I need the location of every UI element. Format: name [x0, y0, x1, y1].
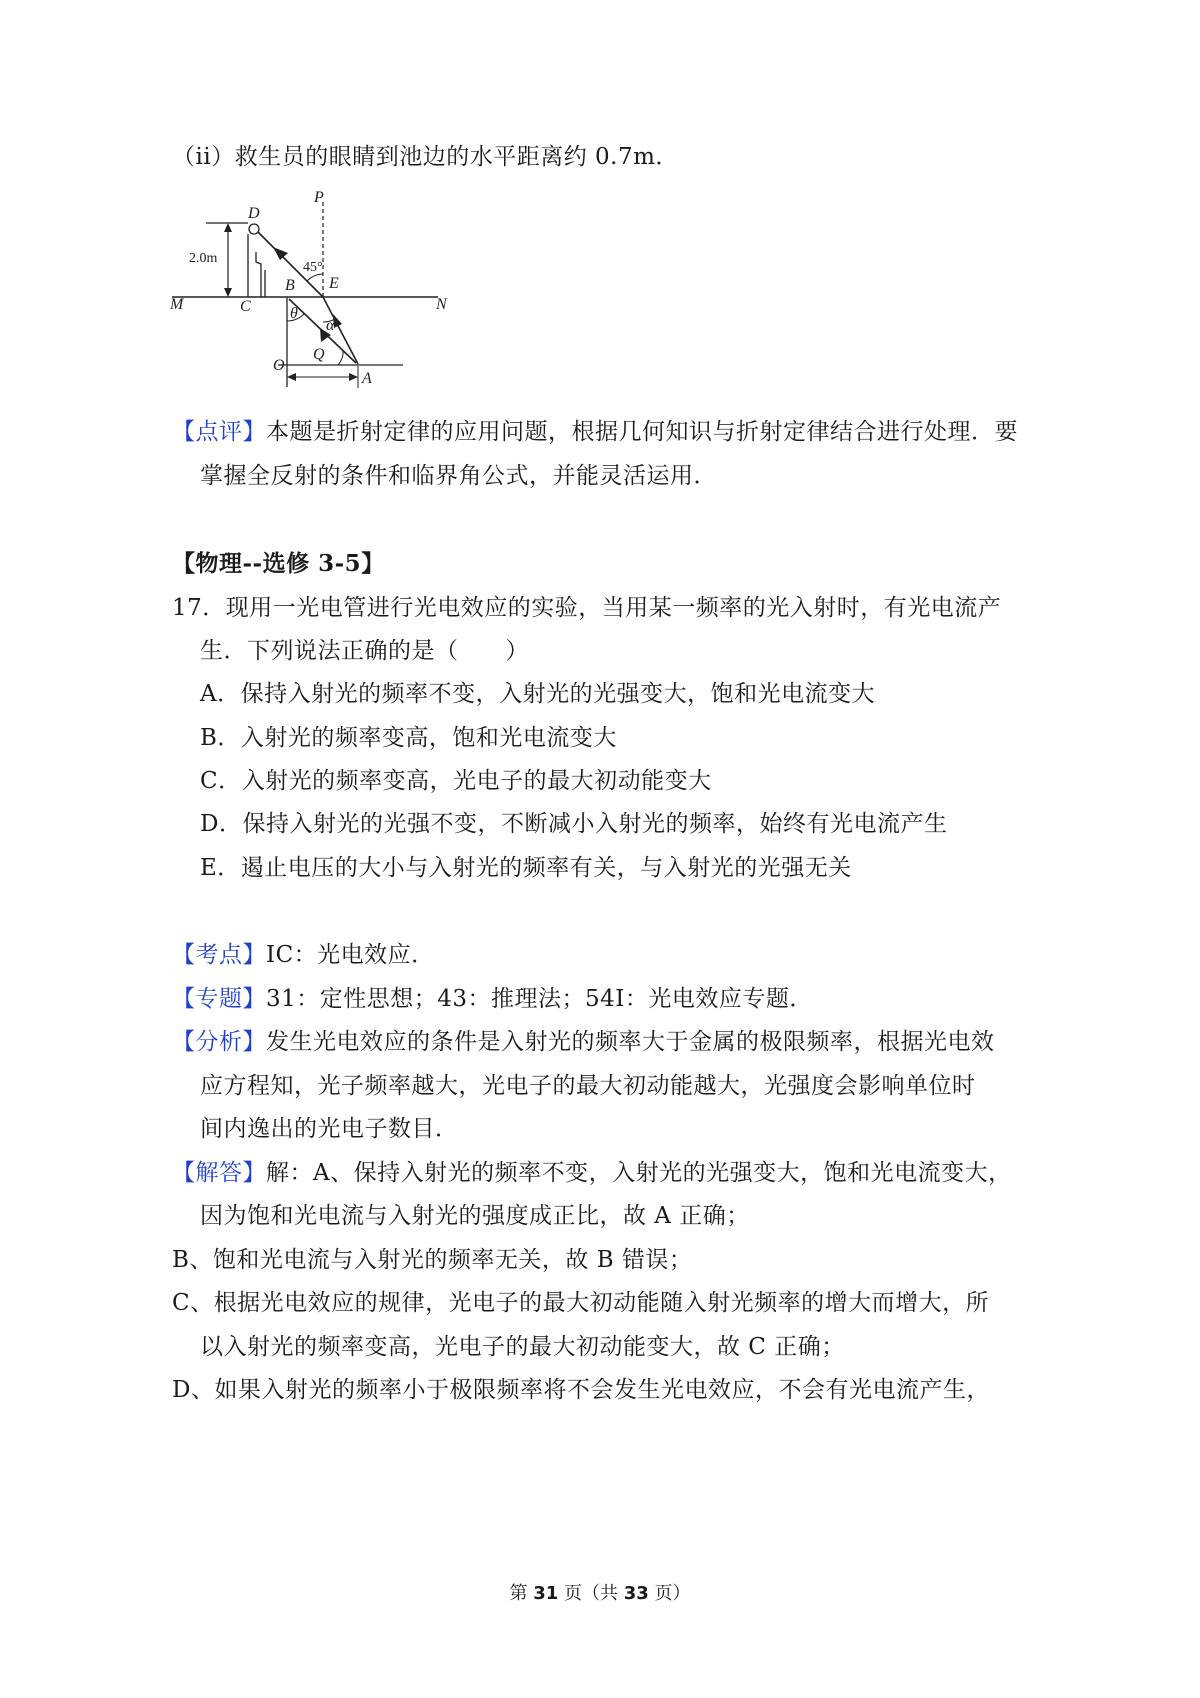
- dim-oa-right: [349, 373, 358, 381]
- label-alpha: α: [326, 317, 335, 334]
- jieda-line-4: C、根据光电效应的规律，光电子的最大初动能随入射光频率的增大而增大，所: [172, 1290, 990, 1316]
- label-height: 2.0m: [189, 251, 218, 266]
- height-arrow-bottom: [224, 288, 232, 297]
- label-angle-45: 45°: [303, 260, 323, 275]
- question-line-2: 生．下列说法正确的是（ ）: [200, 638, 529, 664]
- zhuanti-text: 31：定性思想；43：推理法；54I：光电效应专题．: [266, 986, 813, 1012]
- label-theta: θ: [290, 305, 298, 322]
- comment-tag: 【点评】: [172, 419, 266, 445]
- fenxi-line-3: 间内逸出的光电子数目．: [200, 1116, 459, 1142]
- footer-total-pages: 33: [623, 1583, 649, 1604]
- jieda-line-3: B、饱和光电流与入射光的频率无关，故 B 错误；: [172, 1247, 693, 1273]
- answer-line: （ii）救生员的眼睛到池边的水平距离约 0.7m．: [172, 144, 679, 170]
- footer-suffix: 页）: [654, 1583, 691, 1604]
- label-n: N: [436, 296, 447, 313]
- comment-line-2: 掌握全反射的条件和临界角公式，并能灵活运用．: [200, 463, 717, 489]
- label-q: Q: [313, 346, 325, 363]
- jieda-line-2: 因为饱和光电流与入射光的强度成正比，故 A 正确；: [200, 1203, 750, 1229]
- page-footer: [0, 1579, 1200, 1605]
- label-o: O: [273, 357, 285, 374]
- label-c: C: [240, 298, 251, 315]
- jieda-line-1: [172, 1157, 1012, 1189]
- angle-arc-45: [307, 274, 323, 281]
- fenxi-text-1: 发生光电效应的条件是入射光的频率大于金属的极限频率，根据光电效: [266, 1029, 995, 1055]
- height-arrow-top: [224, 223, 232, 232]
- label-d: D: [248, 205, 260, 222]
- angle-arc-q: [338, 350, 343, 365]
- fenxi-line-1: [172, 1026, 995, 1058]
- observer-figure: [256, 252, 265, 297]
- label-b: B: [285, 277, 295, 294]
- kaodian-line: [172, 939, 435, 971]
- comment-line-1: [172, 416, 1018, 448]
- jieda-text-1: 解：A、保持入射光的频率不变，入射光的光强变大，饱和光电流变大，: [266, 1160, 1012, 1186]
- question-line-1: 17．现用一光电管进行光电效应的实验，当用某一频率的光入射时，有光电流产: [172, 595, 1002, 621]
- label-e: E: [329, 275, 339, 292]
- fenxi-line-2: 应方程知，光子频率越大，光电子的最大初动能越大，光强度会影响单位时: [200, 1073, 976, 1099]
- footer-prefix: 第: [509, 1583, 528, 1604]
- section-title: 【物理--选修 3-5】: [172, 550, 385, 577]
- zhuanti-tag: 【专题】: [172, 986, 266, 1012]
- option-c: C．入射光的频率变高，光电子的最大初动能变大: [200, 768, 712, 794]
- option-a: A．保持入射光的频率不变，入射光的光强变大，饱和光电流变大: [200, 681, 876, 707]
- footer-mid: 页（共: [564, 1583, 618, 1604]
- label-p: P: [314, 190, 324, 206]
- label-a: A: [362, 370, 372, 387]
- option-d: D．保持入射光的光强不变，不断减小入射光的频率，始终有光电流产生: [200, 811, 948, 837]
- dim-oa-left: [287, 373, 296, 381]
- refraction-diagram: [168, 190, 468, 405]
- comment-text-1: 本题是折射定律的应用问题，根据几何知识与折射定律结合进行处理．要: [266, 419, 1018, 445]
- jieda-tag: 【解答】: [172, 1160, 266, 1186]
- jieda-line-5: 以入射光的频率变高，光电子的最大初动能变大，故 C 正确；: [200, 1334, 845, 1360]
- footer-page-number: 31: [533, 1583, 559, 1604]
- option-e: E．遏止电压的大小与入射光的频率有关，与入射光的光强无关: [200, 855, 852, 881]
- jieda-line-6: D、如果入射光的频率小于极限频率将不会发生光电效应，不会有光电流产生，: [172, 1377, 990, 1403]
- zhuanti-line: [172, 983, 813, 1015]
- arrow-ray-ed: [273, 247, 288, 260]
- label-m: M: [170, 296, 184, 313]
- kaodian-tag: 【考点】: [172, 942, 266, 968]
- option-b: B．入射光的频率变高，饱和光电流变大: [200, 725, 617, 751]
- kaodian-text: IC：光电效应．: [266, 942, 435, 968]
- fenxi-tag: 【分析】: [172, 1029, 266, 1055]
